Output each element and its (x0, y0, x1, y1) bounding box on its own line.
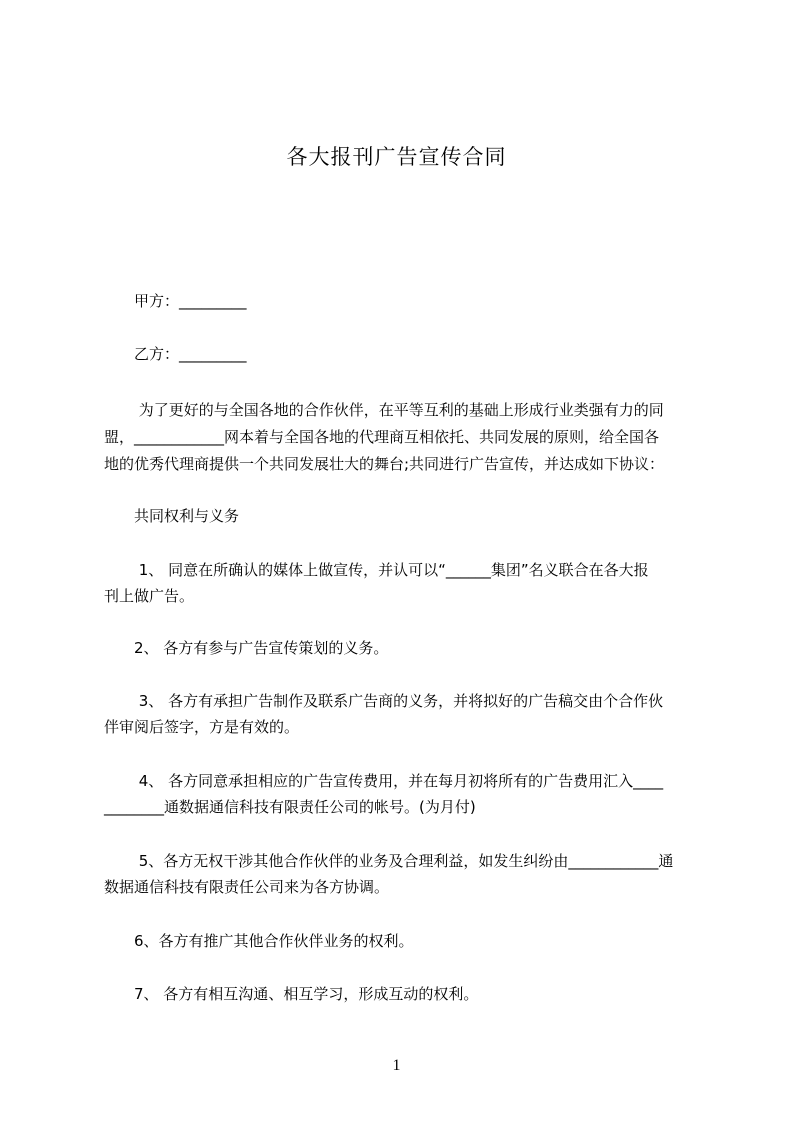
clause-1-line-2: 刊上做广告。 (104, 587, 195, 605)
clause-4-line-1: 4、 各方同意承担相应的广告宣传费用，并在每月初将所有的广告费用汇入____ (104, 772, 664, 790)
clause-5-line-2: 数据通信科技有限责任公司来为各方协调。 (104, 878, 390, 896)
clause-7: 7、 各方有相互沟通、相互学习，形成互动的权利。 (104, 985, 479, 1003)
clause-6: 6、各方有推广其他合作伙伴业务的权利。 (104, 932, 414, 950)
party-b-line: 乙方：_________ (104, 345, 247, 363)
clause-1-line-1: 1、 同意在所确认的媒体上做宣传，并认可以“______集团”名义联合在各大报 (104, 561, 649, 579)
clause-2: 2、 各方有参与广告宣传策划的义务。 (104, 639, 389, 657)
section-heading: 共同权利与义务 (104, 507, 240, 525)
intro-line-2: 盟，____________网本着与全国各地的代理商互相依托、共同发展的原则，给全国各 (104, 428, 660, 446)
clause-3-line-1: 3、 各方有承担广告制作及联系广告商的义务，并将拟好的广告稿交由个合作伙 (104, 692, 664, 710)
party-a-line: 甲方：_________ (104, 292, 247, 310)
clause-3-line-2: 伴审阅后签字，方是有效的。 (104, 718, 300, 736)
page-number: 1 (392, 1057, 401, 1074)
document-title: 各大报刊广告宣传合同 (286, 145, 507, 169)
intro-line-3: 地的优秀代理商提供一个共同发展壮大的舞台;共同进行广告宣传，并达成如下协议： (104, 455, 665, 473)
intro-line-1: 为了更好的与全国各地的合作伙伴，在平等互利的基础上形成行业类强有力的同 (104, 401, 664, 419)
clause-5-line-1: 5、各方无权干涉其他合作伙伴的业务及合理利益，如发生纠纷由____________通 (104, 852, 674, 870)
clause-4-line-2: ________通数据通信科技有限责任公司的帐号。(为月付) (104, 798, 476, 816)
